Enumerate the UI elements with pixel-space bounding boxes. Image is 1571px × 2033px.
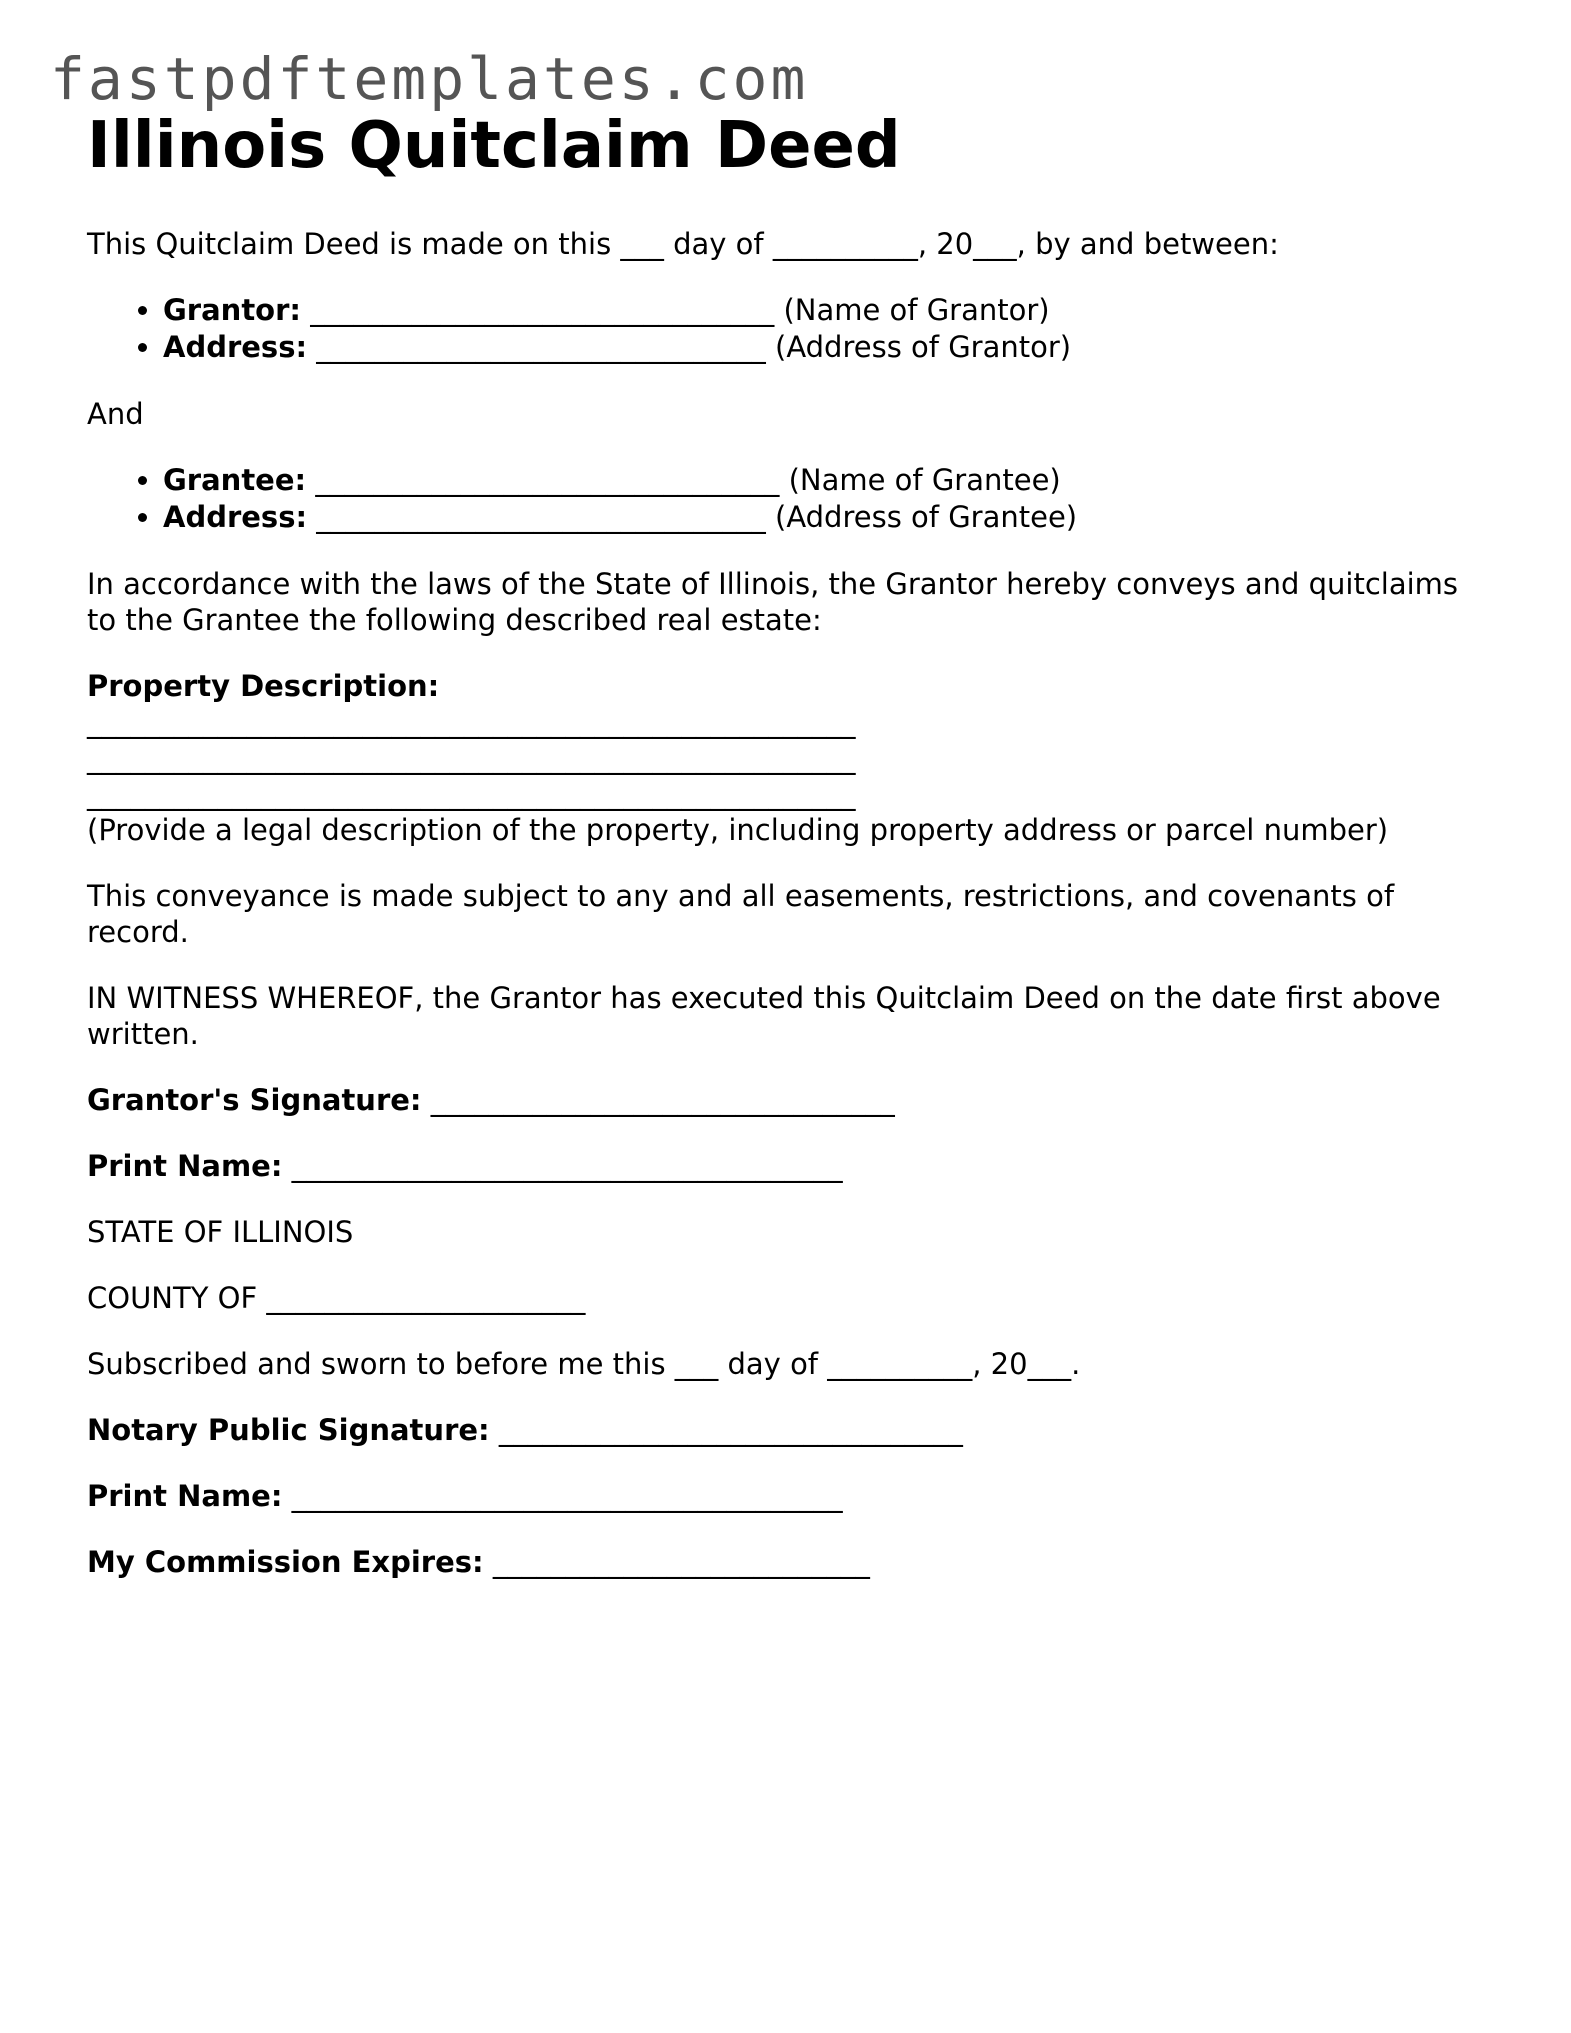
property-description-section bbox=[87, 668, 1487, 848]
grantor-signature-line bbox=[87, 1082, 1487, 1118]
grantor-address-item bbox=[163, 329, 1487, 366]
grantee-address-blank: _______________________________ bbox=[316, 499, 766, 534]
property-line-3: _____________________________________________________ bbox=[87, 776, 856, 811]
document-body bbox=[87, 110, 1487, 1610]
grantee-name-label: Grantee: bbox=[163, 462, 307, 497]
commission-label: My Commission Expires: bbox=[87, 1544, 484, 1579]
grantee-name-blank: ________________________________ bbox=[315, 462, 780, 497]
grantee-address-hint: (Address of Grantee) bbox=[775, 499, 1078, 534]
grantor-address-hint: (Address of Grantor) bbox=[775, 329, 1072, 364]
grantor-address-label: Address: bbox=[163, 329, 308, 364]
property-line-2: _____________________________________________________ bbox=[87, 740, 856, 775]
grantee-address-item bbox=[163, 499, 1487, 536]
sworn-paragraph: Subscribed and sworn to before me this ___ day of __________, 20___. bbox=[87, 1346, 1081, 1381]
subject-paragraph: This conveyance is made subject to any and all easements, restrictions, and covenants of record. bbox=[87, 878, 1395, 949]
notary-print-name-blank: ______________________________________ bbox=[291, 1478, 843, 1513]
witness-paragraph: IN WITNESS WHEREOF, the Grantor has executed this Quitclaim Deed on the date first above written. bbox=[87, 980, 1441, 1051]
notary-signature-blank: ________________________________ bbox=[498, 1412, 963, 1447]
grantor-name-label: Grantor: bbox=[163, 292, 302, 327]
county-label: COUNTY OF bbox=[87, 1280, 258, 1315]
grantor-signature-blank: ________________________________ bbox=[430, 1082, 895, 1117]
county-blank: ______________________ bbox=[266, 1280, 586, 1315]
property-description-label: Property Description: bbox=[87, 668, 440, 703]
grantor-signature-label: Grantor's Signature: bbox=[87, 1082, 422, 1117]
commission-line bbox=[87, 1544, 1487, 1580]
state-heading: STATE OF ILLINOIS bbox=[87, 1214, 354, 1249]
grantee-list bbox=[87, 462, 1487, 536]
property-description-hint: (Provide a legal description of the property, including property address or parcel number) bbox=[87, 812, 1389, 847]
county-line bbox=[87, 1280, 1487, 1316]
intro-paragraph: This Quitclaim Deed is made on this ___ day of __________, 20___, by and between: bbox=[87, 226, 1279, 261]
commission-blank: __________________________ bbox=[492, 1544, 870, 1579]
property-line-1: _____________________________________________________ bbox=[87, 704, 856, 739]
grantor-name-hint: (Name of Grantor) bbox=[783, 292, 1050, 327]
notary-print-name-label: Print Name: bbox=[87, 1478, 283, 1513]
notary-signature-label: Notary Public Signature: bbox=[87, 1412, 490, 1447]
grantor-print-name-label: Print Name: bbox=[87, 1148, 283, 1183]
watermark-text: fastpdftemplates.com bbox=[50, 45, 809, 113]
notary-signature-line bbox=[87, 1412, 1487, 1448]
grantee-address-label: Address: bbox=[163, 499, 308, 534]
grantee-name-hint: (Name of Grantee) bbox=[788, 462, 1061, 497]
grantor-print-name-blank: ______________________________________ bbox=[291, 1148, 843, 1183]
grantor-address-blank: _______________________________ bbox=[316, 329, 766, 364]
conveyance-paragraph: In accordance with the laws of the State of Illinois, the Grantor hereby conveys and quitclaims to the Grantee the following described real estate: bbox=[87, 566, 1459, 637]
notary-print-name-line bbox=[87, 1478, 1487, 1514]
document-title: Illinois Quitclaim Deed bbox=[87, 109, 901, 183]
grantor-print-name-line bbox=[87, 1148, 1487, 1184]
grantor-name-blank: ________________________________ bbox=[310, 292, 775, 327]
and-text: And bbox=[87, 396, 144, 431]
grantor-name-item bbox=[163, 292, 1487, 329]
grantee-name-item bbox=[163, 462, 1487, 499]
grantor-list bbox=[87, 292, 1487, 366]
